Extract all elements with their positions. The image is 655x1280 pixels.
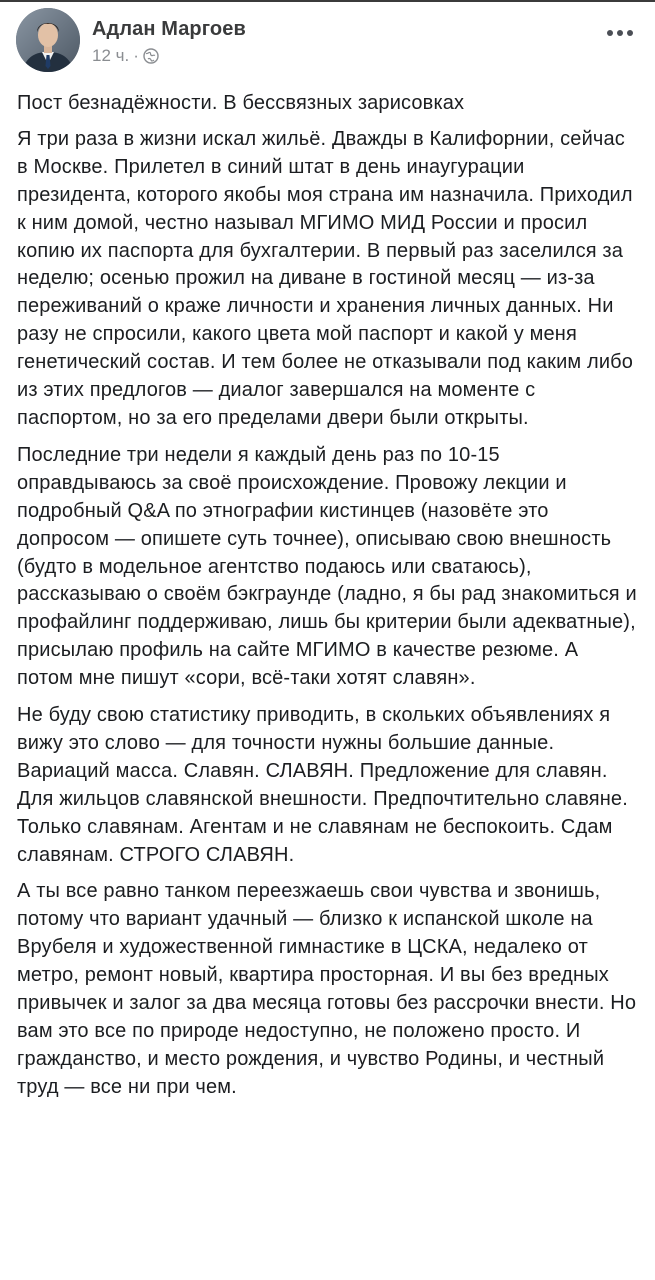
globe-icon [143,48,159,64]
meta-separator: · [133,46,139,65]
top-divider [0,0,655,2]
more-horizontal-icon [606,29,634,37]
post-timestamp[interactable]: 12 ч. [92,46,130,65]
post-header [16,8,639,72]
author-name[interactable]: Адлан Маргоев [92,18,246,40]
post-title: Пост безнадёжности. В бессвязных зарисовках [17,92,465,114]
avatar-image [16,8,80,72]
post-text [17,90,637,1111]
post-paragraph: Я три раза в жизни искал жильё. Дважды в Калифорнии, сейчас в Москве. Прилетел в синий штат в день инаугурации президента, которого якобы моя страна им назначила. Приходил к ним домой, честно называл МГИМО МИД России и просил копию их паспорта для бухгалтерии. В первый раз заселился за неделю; осенью прожил на диване в гостиной месяц — из-за переживаний о краже личности и хранения личных данных. Ни разу не спросили, какого цвета мой паспорт и какой у меня генетический состав. И тем более не отказывали под каким либо из этих предлогов — диалог завершался на моменте с паспортом, но за его пределами двери были открыты. [17,127,634,429]
post-meta [92,46,159,66]
post-paragraph: Не буду свою статистику приводить, в скольких объявлениях я вижу это слово — для точности нужны большие данные. Вариаций масса. Славян. СЛАВЯН. Предложение для славян. Для жильцов славянской внешности. Предпочтительно славяне. Только славянам. Агентам и не славянам не беспокоить. Сдам славянам. СТРОГО СЛАВЯН. [17,704,628,866]
avatar[interactable] [16,8,80,72]
post-paragraph: Последние три недели я каждый день раз по 10-15 оправдываюсь за своё происхождение. Провожу лекции и подробный Q&A по этнографии кистинцев (назовёте это допросом — опишете суть точнее), описываю свою внешность (будто в модельное агентство подаюсь или сватаюсь), рассказываю о своём бэкграунде (ладно, я бы рад знакомиться и профайлинг поддерживаю, лишь бы критерии были адекватные), присылаю профиль на сайте МГИМО в качестве резюме. А потом мне пишут «сори, всё-таки хотят славян». [17,443,637,690]
more-options-button[interactable] [603,22,637,44]
post-paragraph: А ты все равно танком переезжаешь свои чувства и звонишь, потому что вариант удачный — близко к испанской школе на Врубеля и художественной гимнастике в ЦСКА, недалеко от метро, ремонт новый, квартира просторная. И вы без вредных привычек и залог за два месяца готовы без рассрочки внести. Но вам это все по природе недоступно, не положено просто. И гражданство, и место рождения, и чувство Родины, и честный труд — все ни при чем. [17,880,637,1098]
